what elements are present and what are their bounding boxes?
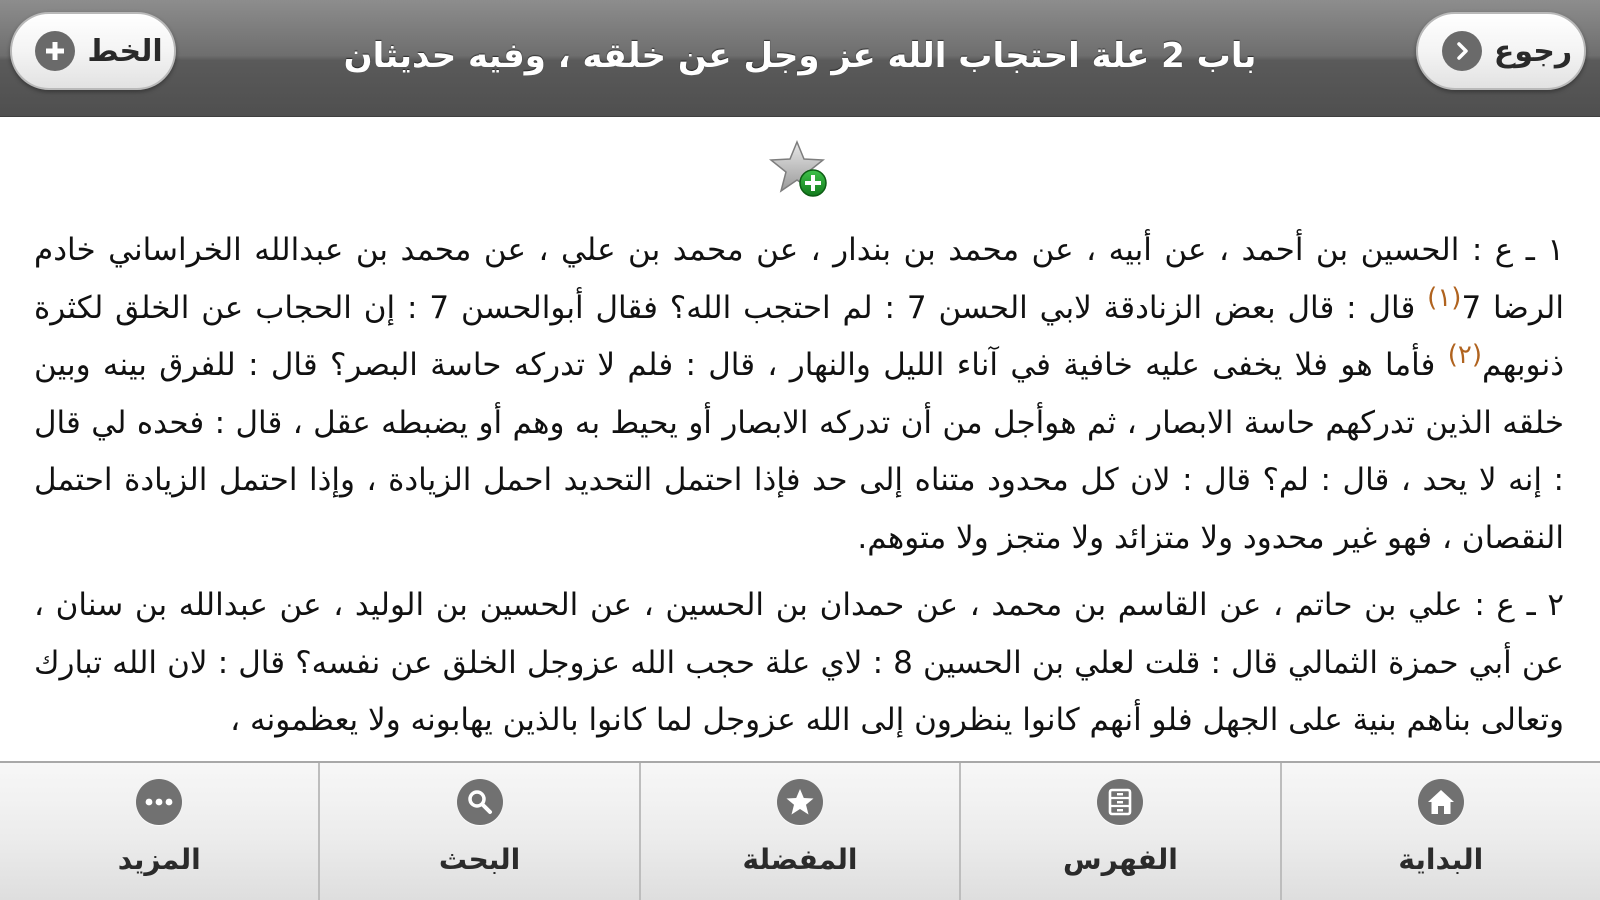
back-button-label: رجوع: [1493, 33, 1573, 69]
back-button[interactable]: [1416, 12, 1586, 90]
footnote-2[interactable]: (٢): [1447, 340, 1482, 370]
tab-index[interactable]: [959, 763, 1279, 900]
content-area[interactable]: [0, 117, 1600, 761]
chevron-right-icon: [1442, 31, 1482, 71]
star-icon: [777, 779, 823, 825]
tab-more-label: المزيد: [117, 843, 201, 876]
plus-icon: [35, 31, 75, 71]
search-icon: [457, 779, 503, 825]
hadith-1-part3: فأما هو فلا يخفى عليه خافية في آناء الليل والنهار ، قال : فلم لا تدركه حاسة البصر؟ قال : للفرق بينه وبين خلقه الذين تدركهم حاسة الابصار ، ثم هوأجل من أن تدركه الابصار أو يحيط به وهم أو يضبطه عقل ، قال : فحده لي قال : إنه لا يحد ، قال : لم؟ قال : لان كل محدود متناه إلى حد فإذا احتمل التحديد احمل الزيادة ، وإذا احتمل الزيادة احتمل النقصان ، فهو غير محدود ولا متزائد ولا متجز ولا متوهم.: [34, 347, 1564, 556]
tab-bar: [0, 761, 1600, 900]
tab-search[interactable]: [318, 763, 638, 900]
footnote-1[interactable]: (١): [1427, 282, 1462, 313]
font-button-label: الخط: [87, 33, 163, 69]
tab-index-label: الفهرس: [1063, 843, 1178, 876]
hadith-1: [34, 222, 1564, 567]
header-bar: [0, 0, 1600, 117]
hadith-text: [34, 222, 1564, 760]
font-button[interactable]: [10, 12, 176, 90]
tab-more[interactable]: [0, 763, 318, 900]
tab-favorites[interactable]: [639, 763, 959, 900]
page-title: باب 2 علة احتجاب الله عز وجل عن خلقه ، وفيه حديثان: [343, 36, 1257, 76]
hadith-1-part1: ١ ـ ع : الحسين بن أحمد ، عن أبيه ، عن محمد بن بندار ، عن محمد بن علي ، عن محمد بن عبدالله الخراساني خادم الرضا 7: [34, 232, 1564, 326]
add-favorite-button[interactable]: [769, 139, 831, 201]
hadith-1-part2: قال : قال بعض الزنادقة لابي الحسن 7 : لم احتجب الله؟ فقال أبوالحسن 7 : إن الحجاب عن الخلق لكثرة ذنوبهم: [34, 289, 1564, 383]
star-add-icon: [769, 139, 831, 201]
index-icon: [1097, 779, 1143, 825]
tab-home-label: البداية: [1398, 843, 1484, 876]
tab-favorites-label: المفضلة: [742, 843, 858, 876]
hadith-2: ٢ ـ ع : علي بن حاتم ، عن القاسم بن محمد ، عن حمدان بن الحسين ، عن الحسين بن الوليد ، عن عبدالله بن سنان ، عن أبي حمزة الثمالي قال : قلت لعلي بن الحسين 8 : لاي علة حجب الله عزوجل الخلق عن نفسه؟ قال : لان الله تبارك وتعالى بناهم بنية على الجهل فلو أنهم كانوا ينظرون إلى الله عزوجل لما كانوا بالذين يهابونه ولا يعظمونه ،: [34, 587, 1564, 738]
home-icon: [1418, 779, 1464, 825]
tab-search-label: البحث: [438, 843, 521, 876]
more-icon: [136, 779, 182, 825]
tab-home[interactable]: [1280, 763, 1600, 900]
